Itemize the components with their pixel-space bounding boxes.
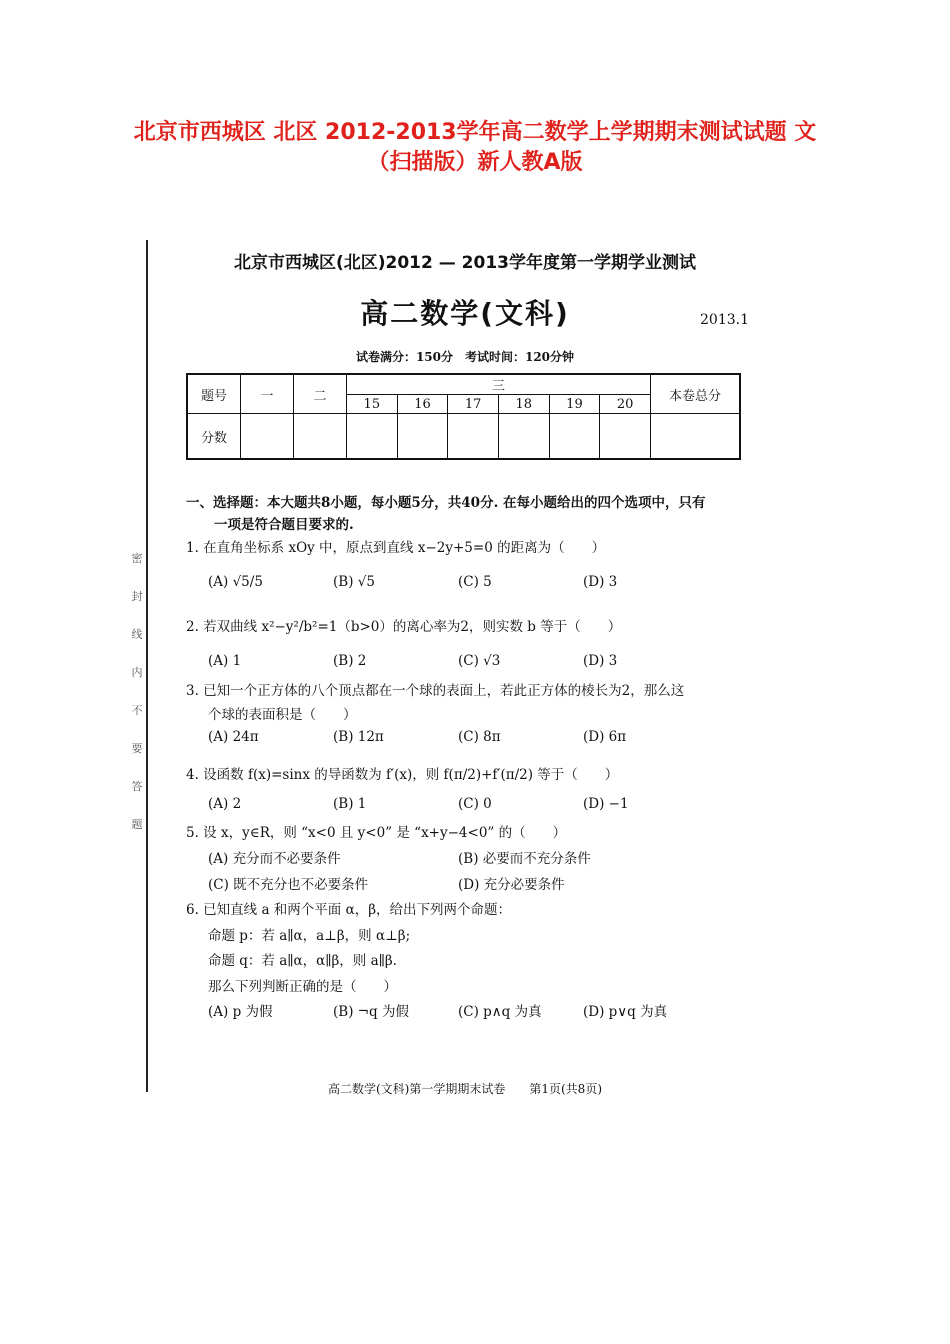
score-total-label: 本卷总分 [651, 374, 741, 414]
binding-char: 线 [131, 628, 143, 641]
document-title-line2: （扫描版）新人教A版 [367, 150, 583, 175]
score-col-1: 一 [241, 374, 294, 414]
exam-header: 北京市西城区(北区)2012 — 2013学年度第一学期学业测试 [233, 253, 696, 273]
q6-options [208, 1000, 708, 1020]
q6-proposition-q: 命题 q：若 a∥α，α∥β，则 a∥β. [208, 953, 397, 969]
q2-option-a: (A) 1 [208, 653, 242, 669]
binding-char: 要 [131, 742, 143, 755]
exam-meta: 试卷满分：150分 考试时间：120分钟 [355, 350, 575, 364]
binding-char: 内 [131, 666, 143, 679]
binding-char: 封 [131, 590, 143, 603]
q3-stem-line2: 个球的表面积是（ ） [208, 707, 357, 723]
score-cell [241, 414, 294, 460]
section-1-line1: 一、选择题：本大题共8小题，每小题5分，共40分. 在每小题给出的四个选项中，只有 [186, 495, 706, 511]
q1-option-d: (D) 3 [583, 574, 618, 590]
binding-line [146, 240, 148, 1092]
q6-option-c: (C) p∧q 为真 [458, 1004, 542, 1020]
q5-options-row2 [208, 873, 708, 893]
page-footer: 高二数学(文科)第一学期期末试卷 第1页(共8页) [328, 1082, 602, 1096]
score-sub: 16 [397, 395, 448, 414]
q6-proposition-p: 命题 p：若 a∥α，a⊥β，则 α⊥β; [208, 928, 411, 944]
score-table [186, 373, 741, 460]
q5-options-row1 [208, 847, 708, 867]
score-label-no: 题号 [187, 374, 241, 414]
document-title-line1: 北京市西城区 北区 2012-2013学年高二数学上学期期末测试试题 文 [133, 120, 817, 145]
q6-option-a: (A) p 为假 [208, 1004, 273, 1020]
q3-option-a: (A) 24π [208, 729, 259, 745]
q4-option-a: (A) 2 [208, 796, 242, 812]
section-1-line2: 一项是符合题目要求的. [214, 517, 354, 533]
score-cell [448, 414, 499, 460]
score-cell [651, 414, 741, 460]
score-cell [397, 414, 448, 460]
binding-char: 答 [131, 780, 143, 793]
binding-notice [130, 550, 144, 854]
q3-options [208, 729, 708, 745]
binding-char: 密 [131, 552, 143, 565]
binding-char: 不 [131, 704, 143, 717]
q5-option-a: (A) 充分而不必要条件 [208, 851, 341, 867]
q4-option-b: (B) 1 [333, 796, 367, 812]
binding-char: 题 [131, 818, 143, 831]
exam-date: 2013.1 [700, 312, 749, 328]
q6-option-d: (D) p∨q 为真 [583, 1004, 668, 1020]
q5-option-b: (B) 必要而不充分条件 [458, 851, 591, 867]
score-sub: 18 [498, 395, 549, 414]
exam-title: 高二数学(文科) [360, 297, 570, 330]
q5-option-c: (C) 既不充分也不必要条件 [208, 877, 369, 893]
q6-option-b: (B) ¬q 为假 [333, 1004, 409, 1020]
q4-stem: 4. 设函数 f(x)=sinx 的导函数为 f′(x)，则 f(π/2)+f′(π/2) 等于（ ） [186, 767, 619, 783]
section-1-heading [186, 492, 746, 536]
q1-options [208, 574, 708, 590]
q1-option-b: (B) √5 [333, 574, 375, 590]
score-col-2: 二 [294, 374, 347, 414]
q3-stem-line1: 3. 已知一个正方体的八个顶点都在一个球的表面上，若此正方体的棱长为2，那么这 [186, 683, 685, 699]
q1-option-a: (A) √5/5 [208, 574, 263, 590]
score-cell [600, 414, 651, 460]
q2-stem: 2. 若双曲线 x²−y²/b²=1（b>0）的离心率为2，则实数 b 等于（ ） [186, 619, 622, 635]
q3-option-b: (B) 12π [333, 729, 384, 745]
q5-option-d: (D) 充分必要条件 [458, 877, 565, 893]
q2-option-d: (D) 3 [583, 653, 618, 669]
score-cell [549, 414, 600, 460]
score-sub: 17 [448, 395, 499, 414]
score-cell [347, 414, 398, 460]
score-cell [498, 414, 549, 460]
q6-question: 那么下列判断正确的是（ ） [208, 979, 397, 995]
score-col-3: 三 [347, 374, 651, 395]
q1-option-c: (C) 5 [458, 574, 492, 590]
q2-option-b: (B) 2 [333, 653, 367, 669]
q4-options [208, 796, 708, 812]
score-label-score: 分数 [187, 414, 241, 460]
q5-stem: 5. 设 x，y∈R，则 “x<0 且 y<0” 是 “x+y−4<0” 的（ ） [186, 825, 567, 841]
score-sub: 15 [347, 395, 398, 414]
q3-option-c: (C) 8π [458, 729, 501, 745]
q2-options [208, 653, 708, 669]
q2-option-c: (C) √3 [458, 653, 501, 669]
q4-option-c: (C) 0 [458, 796, 492, 812]
score-cell [294, 414, 347, 460]
score-sub: 19 [549, 395, 600, 414]
q4-option-d: (D) −1 [583, 796, 629, 812]
q6-stem: 6. 已知直线 a 和两个平面 α，β，给出下列两个命题： [186, 902, 512, 918]
q1-stem: 1. 在直角坐标系 xOy 中，原点到直线 x−2y+5=0 的距离为（ ） [186, 540, 606, 556]
document-title [0, 118, 950, 178]
q3-option-d: (D) 6π [583, 729, 627, 745]
score-sub: 20 [600, 395, 651, 414]
